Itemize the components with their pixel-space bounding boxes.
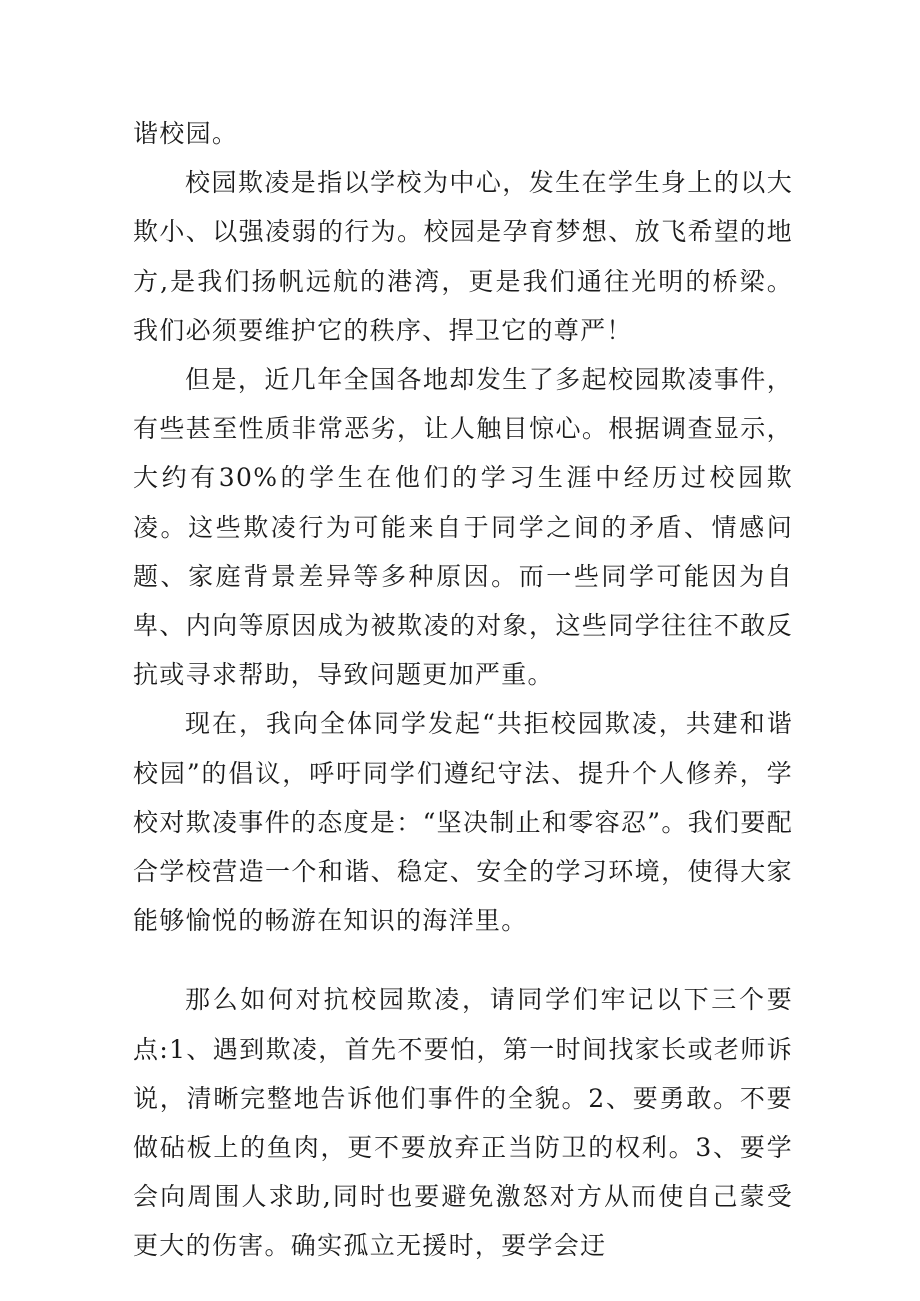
paragraph-situation: 但是，近几年全国各地却发生了多起校园欺凌事件，有些甚至性质非常恶劣，让人触目惊心。根据调查显示，大约有30%的学生在他们的学习生涯中经历过校园欺凌。这些欺凌行为可能来自于同学之间的矛盾、情感问题、家庭背景差异等多种原因。而一些同学可能因为自卑、内向等原因成为被欺凌的对象，这些同学往往不敢反抗或寻求帮助，导致问题更加严重。 bbox=[133, 365, 793, 690]
paragraph-spacer bbox=[133, 945, 793, 975]
document-body bbox=[133, 109, 793, 1271]
paragraph-key-points: 那么如何对抗校园欺凌，请同学们牢记以下三个要点:1、遇到欺凌，首先不要怕，第一时间找家长或老师诉说，清晰完整地告诉他们事件的全貌。2、要勇敢。不要做砧板上的鱼肉，更不要放弃正当防卫的权利。3、要学会向周围人求助,同时也要避免激怒对方从而使自己蒙受更大的伤害。确实孤立无援时，要学会迂 bbox=[133, 985, 793, 1261]
paragraph-definition: 校园欺凌是指以学校为中心，发生在学生身上的以大欺小、以强凌弱的行为。校园是孕育梦想、放飞希望的地方,是我们扬帆远航的港湾，更是我们通往光明的桥梁。我们必须要维护它的秩序、捍卫它的尊严！ bbox=[133, 168, 793, 345]
paragraph-continuation: 谐校园。 bbox=[133, 119, 239, 148]
paragraph-initiative: 现在，我向全体同学发起“共拒校园欺凌，共建和谐校园”的倡议，呼吁同学们遵纪守法、提升个人修养，学校对欺凌事件的态度是：“坚决制止和零容忍”。我们要配合学校营造一个和谐、稳定、安全的学习环境，使得大家能够愉悦的畅游在知识的海洋里。 bbox=[133, 709, 793, 936]
